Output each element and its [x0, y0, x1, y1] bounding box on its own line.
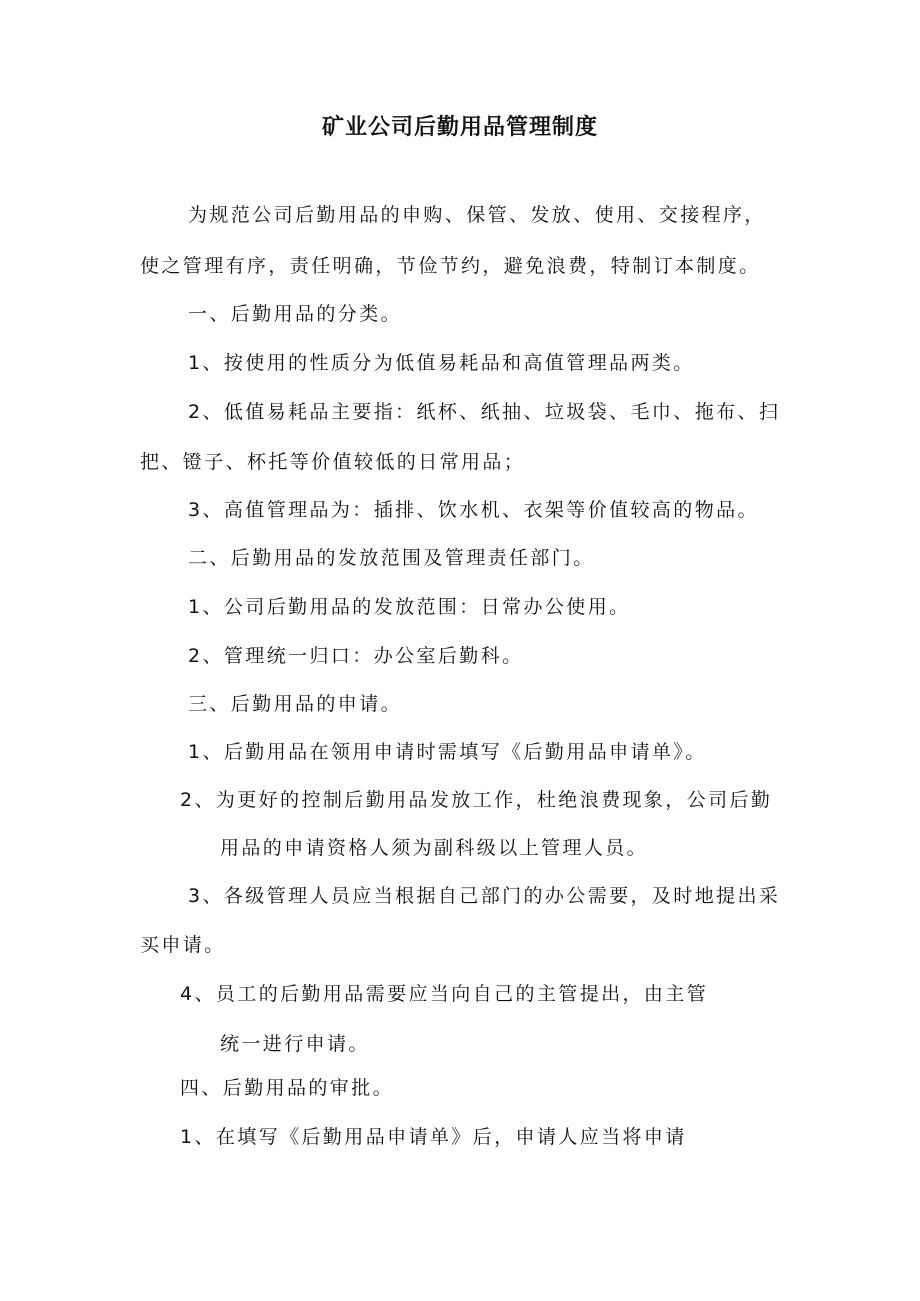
paragraph-line: 2、低值易耗品主要指：纸杯、纸抽、垃圾袋、毛巾、拖布、扫 — [188, 401, 781, 423]
paragraph-line: 3、各级管理人员应当根据自己部门的办公需要，及时地提出采 — [188, 885, 781, 907]
document-title: 矿业公司后勤用品管理制度 — [321, 115, 598, 140]
paragraph-line: 1、在填写《后勤用品申请单》后，申请人应当将申请 — [180, 1126, 687, 1148]
section-heading: 二、后勤用品的发放范围及管理责任部门。 — [188, 547, 595, 569]
paragraph-line: 1、后勤用品在领用申请时需填写《后勤用品申请单》。 — [188, 741, 707, 763]
section-heading: 三、后勤用品的申请。 — [188, 693, 403, 715]
paragraph-line: 把、镫子、杯托等价值较低的日常用品； — [140, 451, 526, 473]
section-heading: 一、后勤用品的分类。 — [188, 303, 403, 325]
paragraph-line: 买申请。 — [140, 934, 226, 956]
paragraph-line: 使之管理有序，责任明确，节俭节约，避免浪费，特制订本制度。 — [140, 255, 761, 277]
paragraph-line: 用品的申请资格人须为副科级以上管理人员。 — [220, 837, 649, 859]
paragraph-line: 2、管理统一归口：办公室后勤科。 — [188, 645, 524, 667]
paragraph-line: 为规范公司后勤用品的申购、保管、发放、使用、交接程序， — [188, 204, 766, 226]
paragraph-line: 3、高值管理品为：插排、饮水机、衣架等价值较高的物品。 — [188, 499, 759, 521]
section-heading: 四、后勤用品的审批。 — [180, 1077, 395, 1099]
paragraph-line: 1、公司后勤用品的发放范围：日常办公使用。 — [188, 596, 631, 618]
paragraph-line: 4、员工的后勤用品需要应当向自己的主管提出，由主管 — [180, 983, 709, 1005]
paragraph-line: 1、按使用的性质分为低值易耗品和高值管理品两类。 — [188, 352, 695, 374]
paragraph-line: 2、为更好的控制后勤用品发放工作，杜绝浪费现象，公司后勤 — [180, 789, 773, 811]
paragraph-line: 统一进行申请。 — [220, 1033, 370, 1055]
